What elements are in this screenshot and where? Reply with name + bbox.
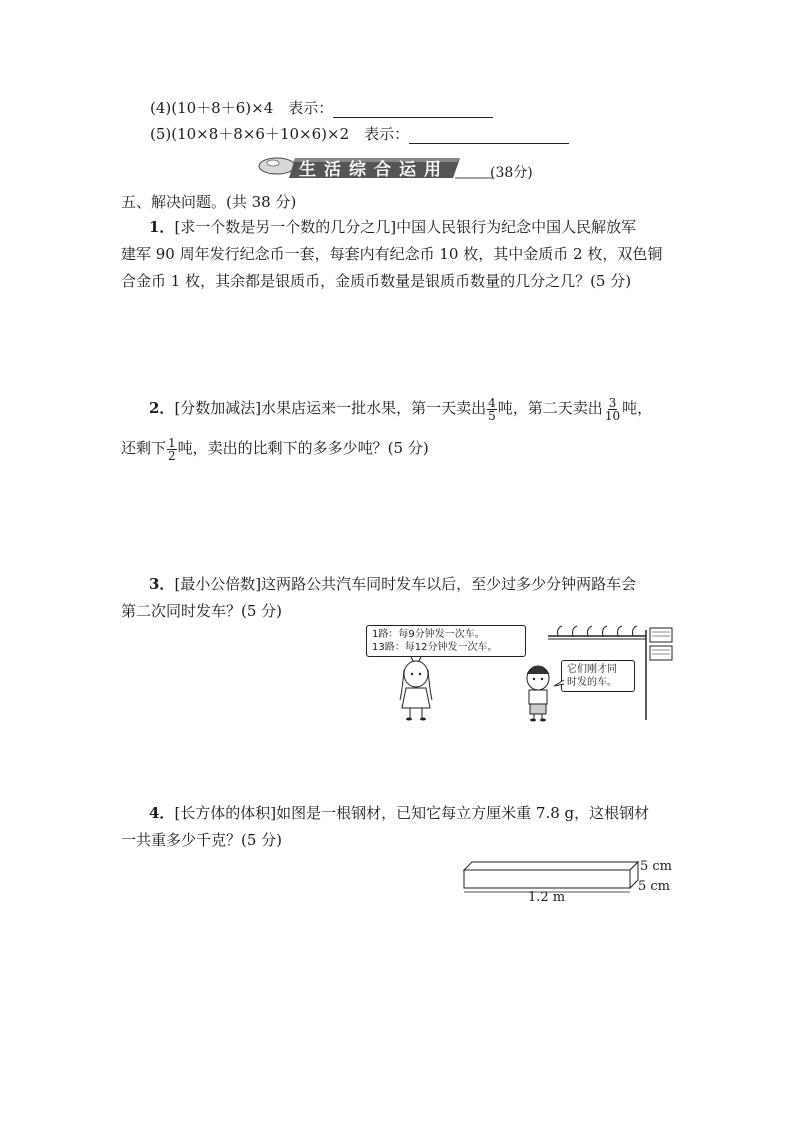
- fraction-4-5-denominator: 5: [488, 408, 496, 423]
- section-banner: [255, 150, 555, 184]
- boy-speech-line1: 它们刚才同: [567, 664, 617, 675]
- boy-speech-line2: 时发的车。: [567, 677, 617, 688]
- question-4-line2: 一共重多少千克？(5 分): [121, 831, 283, 849]
- question-2-part5: 吨，卖出的比剩下的多多少吨？(5 分): [177, 439, 429, 457]
- question-3-line2: 第二次同时发车？(5 分): [121, 602, 283, 620]
- question-1-line3: 合金币 1 枚，其余都是银质币，金质币数量是银质币数量的几分之几？(5 分): [121, 272, 632, 290]
- question-2-part2: 吨，第二天卖出: [497, 399, 603, 417]
- question-2-part1: [分数加减法]水果店运来一批水果，第一天卖出: [174, 399, 487, 417]
- fraction-1-2-numerator: 1: [168, 435, 176, 450]
- dimension-length: 1.2 m: [528, 890, 566, 905]
- answer-blank-5[interactable]: [409, 129, 569, 144]
- girl-speech-line1: 1路：每9分钟发一次车。: [372, 629, 485, 640]
- fraction-3-10-numerator: 3: [608, 395, 617, 410]
- section-title: 五、解决问题。(共 38 分): [121, 193, 297, 211]
- girl-figure: [400, 661, 432, 721]
- boy-figure: [527, 666, 549, 722]
- girl-speech-line2: 13路：每12分钟发一次车。: [372, 642, 498, 653]
- question-1-line1: [求一个数是另一个数的几分之几]中国人民银行为纪念中国人民解放军: [174, 218, 637, 236]
- bus-stop-icon: [548, 626, 672, 720]
- question-3-number: 3．: [149, 575, 175, 593]
- question-2-part3: 吨，: [622, 399, 653, 417]
- question-1-line2: 建军 90 周年发行纪念币一套，每套内有纪念币 10 枚，其中金质币 2 枚，双色铜: [121, 245, 663, 263]
- fraction-3-10: [604, 397, 621, 422]
- fraction-3-10-denominator: 10: [604, 408, 621, 423]
- banner-score: (38分): [490, 165, 533, 181]
- dimension-height: 5 cm: [640, 859, 673, 874]
- question-2-number: 2．: [149, 399, 175, 417]
- expression-4: [150, 98, 493, 118]
- answer-blank-4[interactable]: [333, 103, 493, 118]
- question-3: [121, 571, 636, 625]
- question-1-number: 1．: [149, 218, 175, 236]
- question-1: [121, 214, 662, 295]
- illustration-drawing: [366, 620, 676, 725]
- expression-5-text: (5)(10×8＋8×6＋10×6)×2 表示：: [150, 125, 410, 143]
- question-4: [121, 800, 649, 854]
- question-3-line1: [最小公倍数]这两路公共汽车同时发车以后，至少过多少分钟两路车会: [174, 575, 637, 593]
- steel-bar-diagram: [460, 852, 680, 908]
- expression-4-text: (4)(10＋8＋6)×4 表示：: [150, 99, 334, 117]
- question-4-line1: [长方体的体积]如图是一根钢材，已知它每立方厘米重 7.8 g，这根钢材: [174, 804, 650, 822]
- bus-illustration: [366, 620, 676, 725]
- banner-title: 生活综合运用: [299, 160, 449, 180]
- fraction-4-5-numerator: 4: [488, 395, 496, 410]
- fraction-1-2-denominator: 2: [168, 448, 176, 463]
- question-2: [121, 388, 652, 468]
- question-4-number: 4．: [149, 804, 175, 822]
- question-2-part4: 还剩下: [121, 439, 167, 457]
- dimension-depth: 5 cm: [638, 879, 671, 894]
- fraction-4-5: [487, 397, 497, 422]
- expression-5: [150, 124, 569, 144]
- fraction-1-2: [167, 437, 177, 462]
